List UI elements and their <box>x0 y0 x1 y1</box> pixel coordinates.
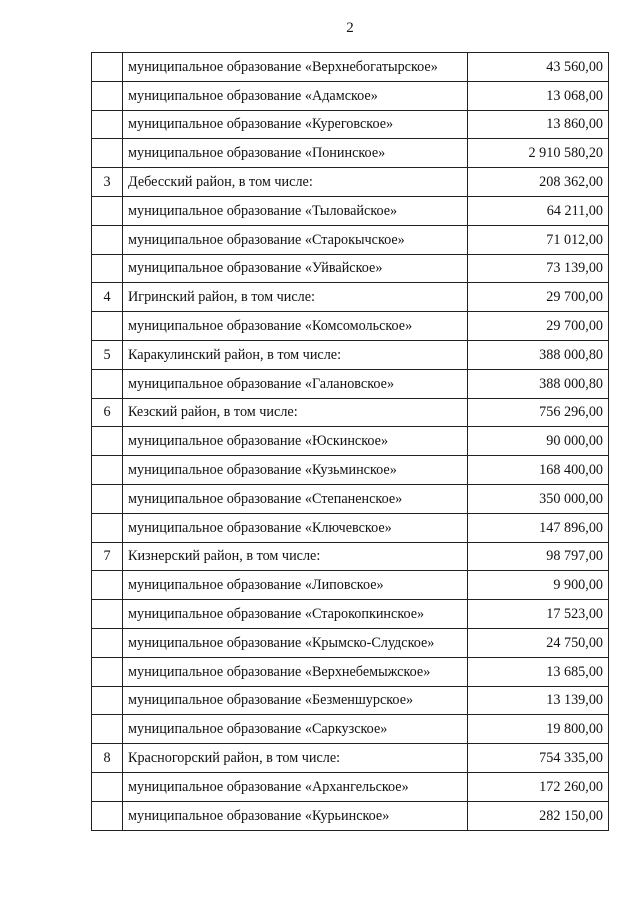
row-number <box>92 427 123 456</box>
row-number <box>92 254 123 283</box>
row-name: муниципальное образование «Адамское» <box>123 81 468 110</box>
row-amount: 17 523,00 <box>468 600 609 629</box>
row-number <box>92 686 123 715</box>
row-number <box>92 484 123 513</box>
row-name: муниципальное образование «Степаненское» <box>123 484 468 513</box>
row-name: муниципальное образование «Старокопкинское» <box>123 600 468 629</box>
table-row <box>92 715 609 744</box>
table-row <box>92 427 609 456</box>
table-row <box>92 657 609 686</box>
table-row <box>92 542 609 571</box>
row-name: муниципальное образование «Уйвайское» <box>123 254 468 283</box>
table-row <box>92 369 609 398</box>
row-name: муниципальное образование «Галановское» <box>123 369 468 398</box>
row-amount: 24 750,00 <box>468 628 609 657</box>
row-name: муниципальное образование «Тыловайское» <box>123 196 468 225</box>
row-name: муниципальное образование «Понинское» <box>123 139 468 168</box>
row-name: Кизнерский район, в том числе: <box>123 542 468 571</box>
row-number <box>92 81 123 110</box>
row-amount: 73 139,00 <box>468 254 609 283</box>
row-amount: 172 260,00 <box>468 772 609 801</box>
table-row <box>92 110 609 139</box>
row-name: Игринский район, в том числе: <box>123 283 468 312</box>
row-name: Дебесский район, в том числе: <box>123 168 468 197</box>
row-amount: 388 000,80 <box>468 369 609 398</box>
table-row <box>92 801 609 830</box>
row-name: муниципальное образование «Комсомольское» <box>123 312 468 341</box>
row-amount: 43 560,00 <box>468 53 609 82</box>
row-number: 3 <box>92 168 123 197</box>
row-amount: 388 000,80 <box>468 340 609 369</box>
row-amount: 9 900,00 <box>468 571 609 600</box>
row-amount: 147 896,00 <box>468 513 609 542</box>
row-name: муниципальное образование «Саркузское» <box>123 715 468 744</box>
row-number <box>92 225 123 254</box>
budget-table <box>91 52 609 831</box>
table-row <box>92 772 609 801</box>
row-name: муниципальное образование «Липовское» <box>123 571 468 600</box>
table-row <box>92 484 609 513</box>
table-row <box>92 398 609 427</box>
row-number <box>92 369 123 398</box>
row-amount: 754 335,00 <box>468 744 609 773</box>
row-amount: 29 700,00 <box>468 312 609 341</box>
row-number: 5 <box>92 340 123 369</box>
row-number <box>92 110 123 139</box>
table-row <box>92 254 609 283</box>
row-name: муниципальное образование «Верхнебемыжское» <box>123 657 468 686</box>
row-name: муниципальное образование «Безменшурское» <box>123 686 468 715</box>
row-amount: 29 700,00 <box>468 283 609 312</box>
row-name: Кезский район, в том числе: <box>123 398 468 427</box>
row-amount: 168 400,00 <box>468 456 609 485</box>
row-number <box>92 801 123 830</box>
row-number <box>92 571 123 600</box>
table-row <box>92 139 609 168</box>
row-number: 6 <box>92 398 123 427</box>
row-number <box>92 139 123 168</box>
row-name: муниципальное образование «Кузьминское» <box>123 456 468 485</box>
row-amount: 71 012,00 <box>468 225 609 254</box>
row-number <box>92 772 123 801</box>
row-number <box>92 312 123 341</box>
row-name: муниципальное образование «Юскинское» <box>123 427 468 456</box>
table-row <box>92 686 609 715</box>
row-number <box>92 715 123 744</box>
page-number: 2 <box>346 20 354 36</box>
table-row <box>92 571 609 600</box>
row-amount: 19 800,00 <box>468 715 609 744</box>
row-name: муниципальное образование «Старокычское» <box>123 225 468 254</box>
row-name: муниципальное образование «Верхнебогатырское» <box>123 53 468 82</box>
row-number: 4 <box>92 283 123 312</box>
budget-table-body <box>92 53 609 831</box>
row-amount: 350 000,00 <box>468 484 609 513</box>
row-name: муниципальное образование «Куреговское» <box>123 110 468 139</box>
row-number <box>92 628 123 657</box>
table-row <box>92 744 609 773</box>
row-number <box>92 513 123 542</box>
row-amount: 90 000,00 <box>468 427 609 456</box>
row-amount: 98 797,00 <box>468 542 609 571</box>
row-number <box>92 657 123 686</box>
row-number <box>92 456 123 485</box>
row-number: 7 <box>92 542 123 571</box>
row-name: Красногорский район, в том числе: <box>123 744 468 773</box>
row-number <box>92 53 123 82</box>
table-row <box>92 196 609 225</box>
table-row <box>92 225 609 254</box>
table-row <box>92 628 609 657</box>
row-amount: 2 910 580,20 <box>468 139 609 168</box>
table-row <box>92 53 609 82</box>
table-row <box>92 456 609 485</box>
row-number: 8 <box>92 744 123 773</box>
row-amount: 756 296,00 <box>468 398 609 427</box>
row-amount: 64 211,00 <box>468 196 609 225</box>
row-amount: 208 362,00 <box>468 168 609 197</box>
table-row <box>92 81 609 110</box>
table-row <box>92 283 609 312</box>
row-amount: 13 139,00 <box>468 686 609 715</box>
row-amount: 13 685,00 <box>468 657 609 686</box>
table-row <box>92 312 609 341</box>
row-amount: 13 068,00 <box>468 81 609 110</box>
table-row <box>92 168 609 197</box>
row-amount: 13 860,00 <box>468 110 609 139</box>
table-row <box>92 600 609 629</box>
row-amount: 282 150,00 <box>468 801 609 830</box>
row-name: Каракулинский район, в том числе: <box>123 340 468 369</box>
row-number <box>92 600 123 629</box>
table-row <box>92 340 609 369</box>
row-number <box>92 196 123 225</box>
row-name: муниципальное образование «Архангельское» <box>123 772 468 801</box>
row-name: муниципальное образование «Курьинское» <box>123 801 468 830</box>
row-name: муниципальное образование «Ключевское» <box>123 513 468 542</box>
table-row <box>92 513 609 542</box>
row-name: муниципальное образование «Крымско-Слудское» <box>123 628 468 657</box>
